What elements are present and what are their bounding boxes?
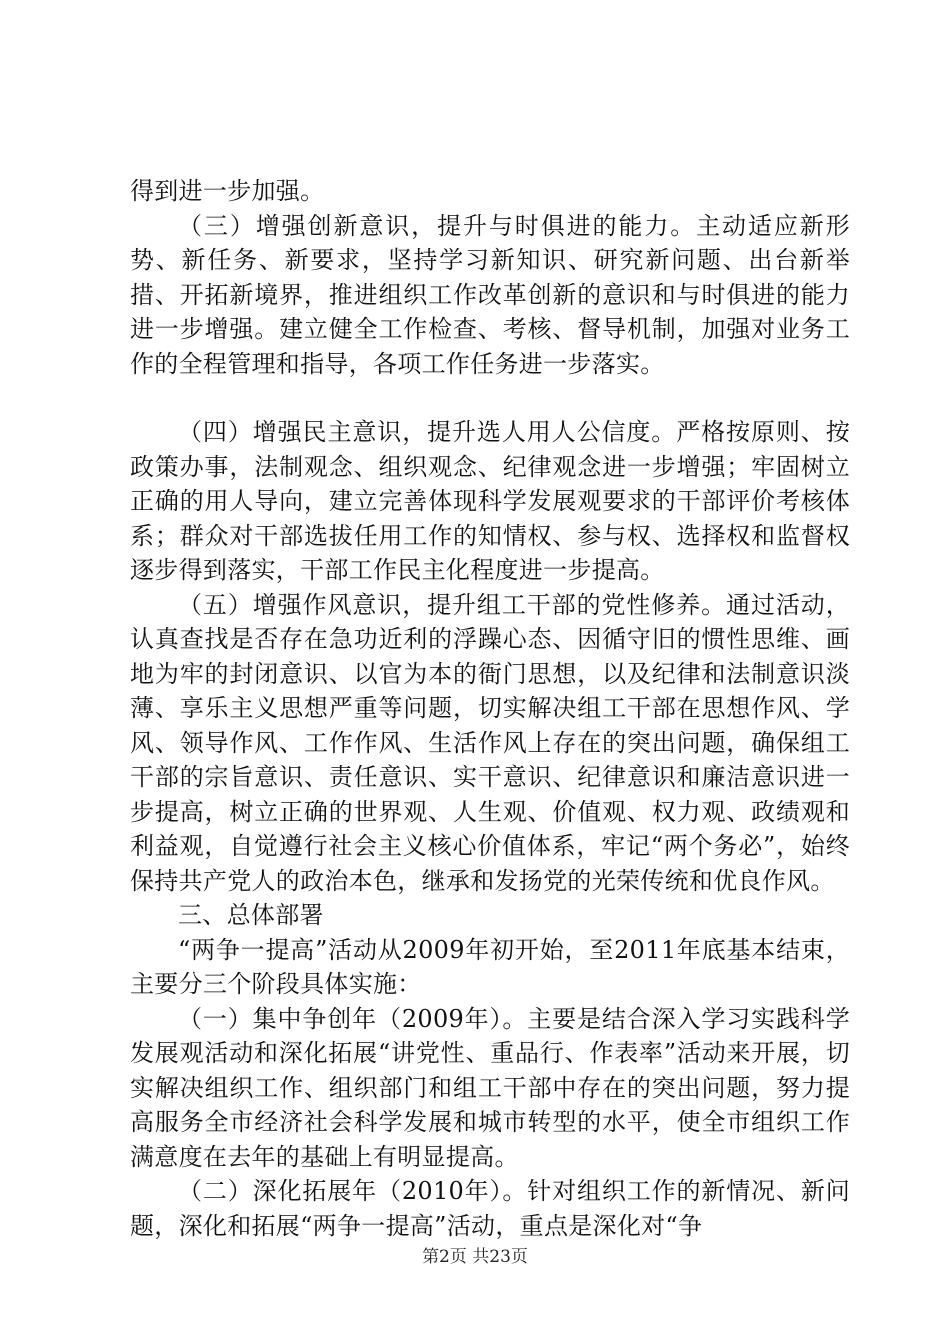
paragraph-timeline: “两争一提高”活动从2009年初开始，至2011年底基本结束，主要分三个阶段具体实施： — [130, 935, 850, 998]
paragraph-section-4: （四）增强民主意识，提升选人用人公信度。严格按原则、按政策办事，法制观念、组织观念、纪律观念进一步增强；牢固树立正确的用人导向，建立完善体现科学发展观要求的干部评价考核体系；群众对干部选拔任用工作的知情权、参与权、选择权和监督权逐步得到落实，干部工作民主化程度进一步提高。 — [130, 418, 850, 584]
paragraph-section-5: （五）增强作风意识，提升组工干部的党性修养。通过活动，认真查找是否存在急功近利的浮躁心态、因循守旧的惯性思维、画地为牢的封闭意识、以官为本的衙门思想，以及纪律和法制意识淡薄、享乐主义思想严重等问题，切实解决组工干部在思想作风、学风、领导作风、工作作风、生活作风上存在的突出问题，确保组工干部的宗旨意识、责任意识、实干意识、纪律意识和廉洁意识进一步提高，树立正确的世界观、人生观、价值观、权力观、政绩观和利益观，自觉遵行社会主义核心价值体系，牢记“两个务必”，始终保持共产党人的政治本色，继承和发扬党的光荣传统和优良作风。 — [130, 590, 850, 895]
paragraph-continuation: 得到进一步加强。 — [130, 177, 325, 205]
paragraph-phase-1: （一）集中争创年（2009年）。主要是结合深入学习实践科学发展观活动和深化拓展“讲党性、重品行、作表率”活动来开展，切实解决组织工作、组织部门和组工干部中存在的突出问题，努力提高服务全市经济社会科学发展和城市转型的水平，使全市组织工作满意度在去年的基础上有明显提高。 — [130, 1004, 850, 1171]
page-footer: 第2页 共23页 — [422, 1247, 528, 1267]
paragraph-phase-2: （二）深化拓展年（2010年）。针对组织工作的新情况、新问题，深化和拓展“两争一提高”活动，重点是深化对“争 — [130, 1177, 850, 1240]
heading-overall-deployment: 三、总体部署 — [178, 901, 324, 929]
body-text — [130, 174, 850, 1243]
paragraph-section-3: （三）增强创新意识，提升与时俱进的能力。主动适应新形势、新任务、新要求，坚持学习新知识、研究新问题、出台新举措、开拓新境界，推进组织工作改革创新的意识和与时俱进的能力进一步增强。建立健全工作检查、考核、督导机制，加强对业务工作的全程管理和指导，各项工作任务进一步落实。 — [130, 211, 850, 378]
